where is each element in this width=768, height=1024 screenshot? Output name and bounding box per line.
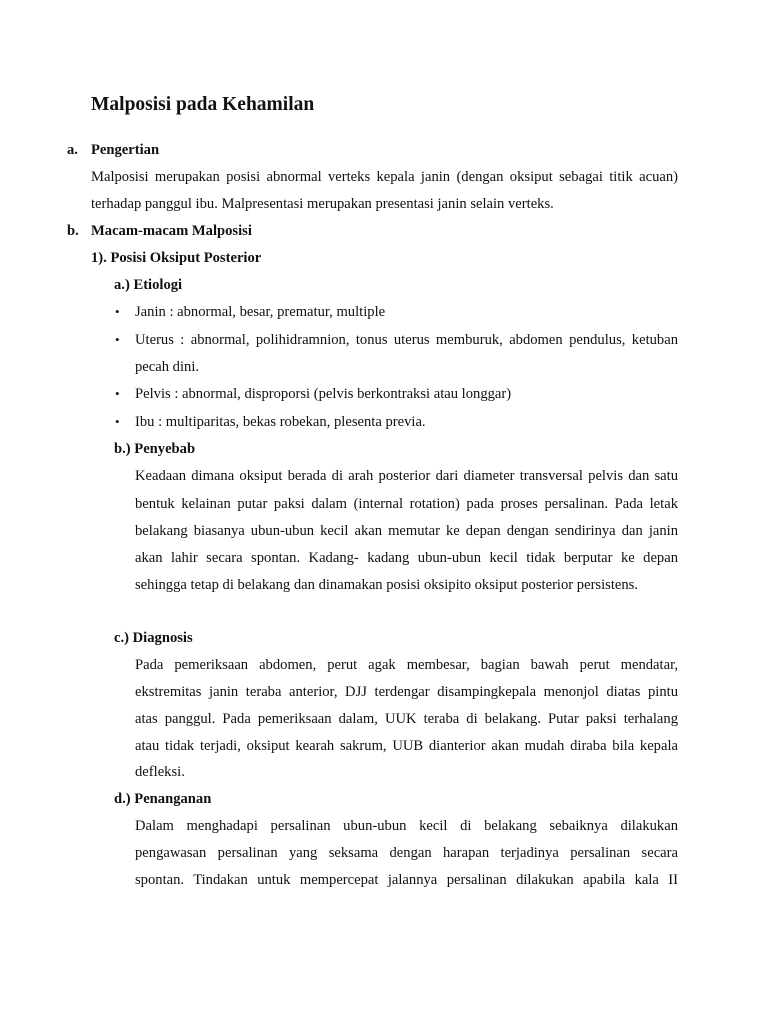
section-a-line-2: terhadap panggul ibu. Malpresentasi merupakan presentasi janin selain verteks. — [91, 196, 554, 212]
bullet-icon: • — [115, 304, 120, 319]
penanganan-line-1: Dalam menghadapi persalinan ubun-ubun kecil di belakang sebaiknya dilakukan — [135, 818, 678, 834]
section-a-line-1: Malposisi merupakan posisi abnormal verteks kepala janin (dengan oksiput sebagai titik acuan) — [91, 169, 678, 185]
section-a-heading: Pengertian — [91, 142, 160, 158]
penyebab-line-4: akan lahir secara spontan. Kadang- kadang ubun-ubun kecil tidak berputar ke depan — [135, 550, 678, 566]
section-b-marker: b. — [67, 223, 79, 239]
bullet-icon: • — [115, 414, 120, 429]
diagnosis-line-1: Pada pemeriksaan abdomen, perut agak membesar, bagian bawah perut mendatar, — [135, 657, 678, 673]
penyebab-heading: b.) Penyebab — [114, 441, 196, 457]
diagnosis-line-5: defleksi. — [135, 764, 185, 780]
section-a-marker: a. — [67, 142, 78, 158]
diagnosis-heading: c.) Diagnosis — [114, 630, 193, 646]
etiologi-item-pelvis: Pelvis : abnormal, disproporsi (pelvis berkontraksi atau longgar) — [135, 386, 512, 402]
bullet-icon: • — [115, 332, 120, 347]
penyebab-line-2: bentuk kelainan putar paksi dalam (internal rotation) pada proses persalinan. Pada letak — [135, 496, 678, 512]
diagnosis-line-2: ekstremitas janin teraba anterior, DJJ terdengar disampingkepala menonjol diatas pintu — [135, 684, 678, 700]
diagnosis-line-3: atas panggul. Pada pemeriksaan dalam, UUK teraba di belakang. Putar paksi terhalang — [135, 711, 678, 727]
penyebab-line-1: Keadaan dimana oksiput berada di arah posterior dari diameter transversal pelvis dan satu — [135, 468, 678, 484]
penanganan-line-3: spontan. Tindakan untuk mempercepat jalannya persalinan dilakukan apabila kala II — [135, 872, 678, 888]
penanganan-line-2: pengawasan persalinan yang seksama dengan harapan terjadinya persalinan secara — [135, 845, 678, 861]
etiologi-item-ibu: Ibu : multiparitas, bekas robekan, plesenta previa. — [135, 414, 426, 430]
bullet-icon: • — [115, 386, 120, 401]
penanganan-heading: d.) Penanganan — [114, 791, 212, 807]
etiologi-item-janin: Janin : abnormal, besar, prematur, multiple — [135, 304, 386, 320]
diagnosis-line-4: atau tidak terjadi, oksiput kearah sakrum, UUB dianterior akan mudah diraba bila kepala — [135, 738, 678, 754]
subsection-1-heading: 1). Posisi Oksiput Posterior — [91, 250, 262, 266]
etiologi-heading: a.) Etiologi — [114, 277, 183, 293]
section-b-heading: Macam-macam Malposisi — [91, 223, 252, 239]
document-title: Malposisi pada Kehamilan — [91, 94, 315, 115]
penyebab-line-3: belakang biasanya ubun-ubun kecil akan memutar ke depan dengan sendirinya dan janin — [135, 523, 678, 539]
penyebab-line-5: sehingga tetap di belakang dan dinamakan posisi oksipito oksiput posterior persistens. — [135, 577, 638, 593]
etiologi-item-uterus-cont: pecah dini. — [135, 359, 200, 375]
etiologi-item-uterus: Uterus : abnormal, polihidramnion, tonus uterus memburuk, abdomen pendulus, ketuban — [135, 332, 678, 348]
